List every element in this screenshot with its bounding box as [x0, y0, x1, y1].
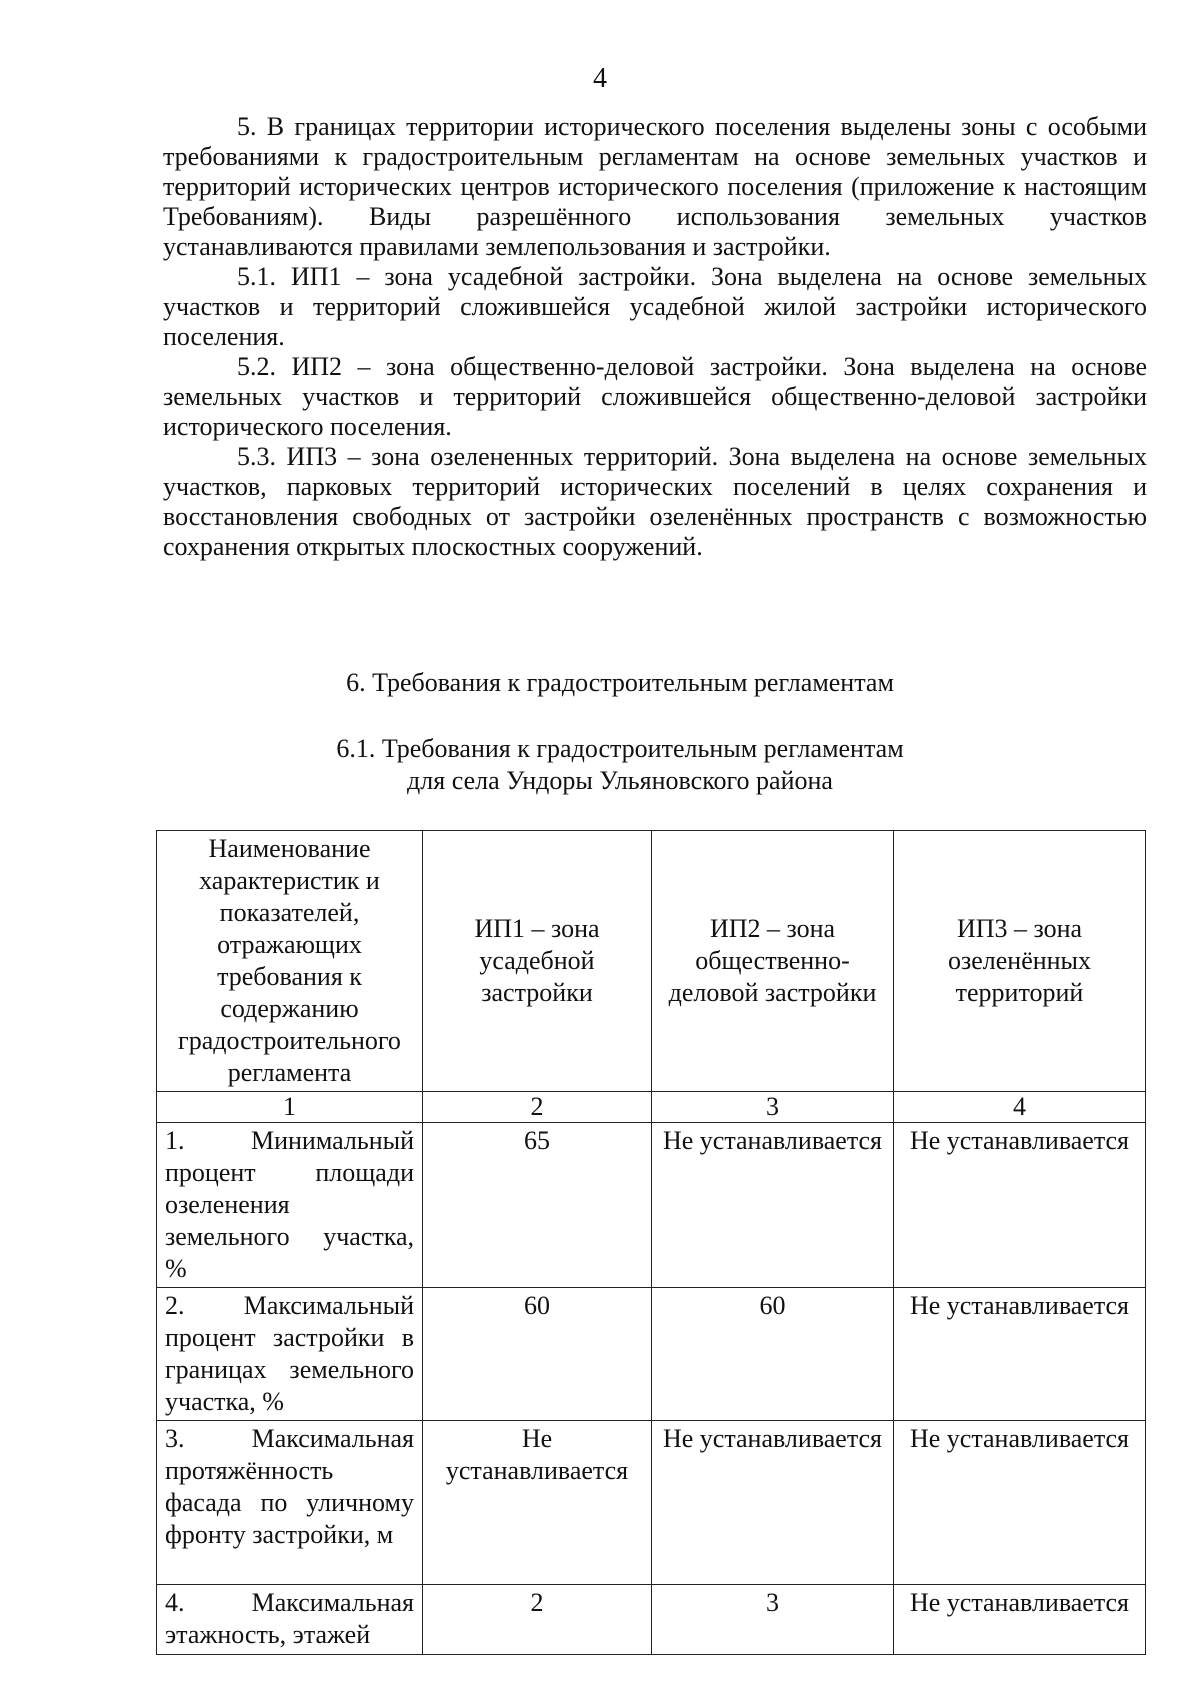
- characteristic-cell: 3. Максимальная протяжённость фасада по уличному фронту застройки, м: [157, 1421, 423, 1585]
- column-number: 4: [894, 1092, 1146, 1123]
- subsection-heading-line1: 6.1. Требования к градостроительным регламентам: [336, 734, 904, 763]
- subsection-heading-line2: для села Ундоры Ульяновского района: [407, 766, 833, 795]
- characteristic-cell: 1. Минимальный процент площади озеленения земельного участка, %: [157, 1123, 423, 1288]
- paragraph-5-1: 5.1. ИП1 – зона усадебной застройки. Зона выделена на основе земельных участков и территорий сложившейся усадебной жилой застройки исторического поселения.: [163, 262, 1147, 351]
- column-number: 3: [652, 1092, 894, 1123]
- table-row: [157, 1585, 1146, 1655]
- column-numbers-row: [157, 1092, 1146, 1123]
- paragraph-5: 5. В границах территории исторического поселения выделены зоны с особыми требованиями к градостроительным регламентам на основе земельных участков и территорий исторических центров исторического поселения (приложение к настоящим Требованиям). Виды разрешённого использования земельных участков устанавливаются правилами землепользования и застройки.: [163, 112, 1147, 261]
- page-number: 4: [593, 63, 607, 94]
- value-cell: Не устанавливается: [894, 1123, 1146, 1288]
- column-number: 2: [423, 1092, 652, 1123]
- header-ip1: ИП1 – зона усадебной застройки: [423, 831, 652, 1092]
- table-row: [157, 1421, 1146, 1585]
- value-cell: 60: [652, 1288, 894, 1421]
- value-cell: 3: [652, 1585, 894, 1655]
- value-cell: Не устанавливается: [894, 1585, 1146, 1655]
- value-cell: Не устанавливается: [652, 1421, 894, 1585]
- value-cell: 2: [423, 1585, 652, 1655]
- paragraph-5-2: 5.2. ИП2 – зона общественно-деловой застройки. Зона выделена на основе земельных участков и территорий сложившейся общественно-деловой застройки исторического поселения.: [163, 352, 1147, 441]
- table-row: [157, 1123, 1146, 1288]
- characteristic-cell: 4. Максимальная этажность, этажей: [157, 1585, 423, 1655]
- header-ip3: ИП3 – зона озеленённых территорий: [894, 831, 1146, 1092]
- value-cell: 65: [423, 1123, 652, 1288]
- value-cell: Не устанавливается: [423, 1421, 652, 1585]
- section-heading: 6. Требования к градостроительным регламентам: [346, 668, 894, 697]
- header-ip2: ИП2 – зона общественно-деловой застройки: [652, 831, 894, 1092]
- header-characteristics: Наименование характеристик и показателей, отражающих требования к содержанию градостроительного регламента: [157, 831, 423, 1092]
- paragraph-5-3: 5.3. ИП3 – зона озелененных территорий. Зона выделена на основе земельных участков, парковых территорий исторических поселений в целях сохранения и восстановления свободных от застройки озеленённых пространств с возможностью сохранения открытых плоскостных сооружений.: [163, 442, 1147, 561]
- value-cell: 60: [423, 1288, 652, 1421]
- table-row: [157, 1288, 1146, 1421]
- value-cell: Не устанавливается: [894, 1421, 1146, 1585]
- value-cell: Не устанавливается: [652, 1123, 894, 1288]
- regulations-table: [156, 830, 1146, 1655]
- column-number: 1: [157, 1092, 423, 1123]
- value-cell: Не устанавливается: [894, 1288, 1146, 1421]
- body-text: [163, 112, 1147, 562]
- characteristic-cell: 2. Максимальный процент застройки в границах земельного участка, %: [157, 1288, 423, 1421]
- table-header-row: [157, 831, 1146, 1092]
